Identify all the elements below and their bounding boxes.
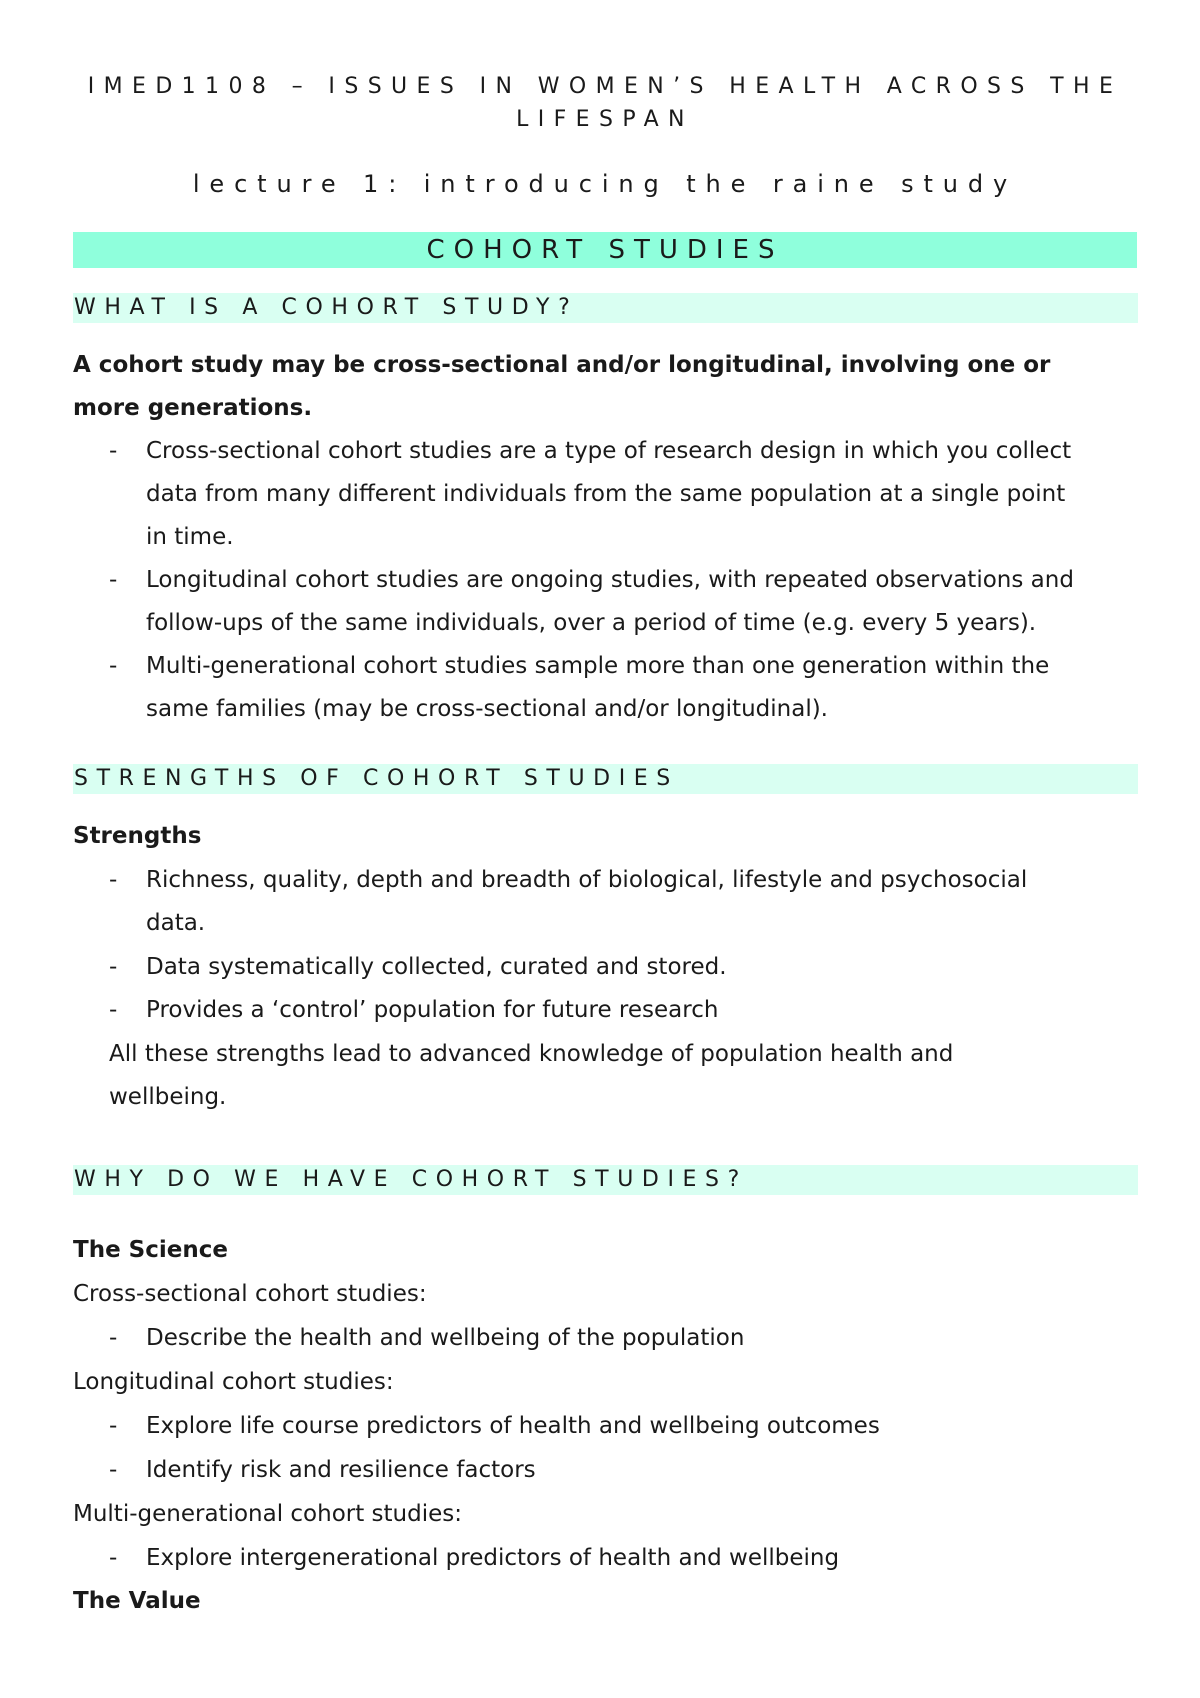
list-item-line: Explore life course predictors of health and wellbeing outcomes [146, 1413, 880, 1439]
bullet-marker: - [109, 1325, 118, 1351]
list-item-line: Provides a ‘control’ population for future research [146, 997, 719, 1023]
list-item-line: Explore intergenerational predictors of health and wellbeing [146, 1545, 840, 1571]
bullet-marker: - [109, 997, 118, 1023]
bullet-marker: - [109, 954, 118, 980]
bullet-marker: - [109, 1545, 118, 1571]
strengths-summary-line-1: All these strengths lead to advanced knowledge of population health and [109, 1041, 954, 1067]
list-item-line: Richness, quality, depth and breadth of biological, lifestyle and psychosocial [146, 867, 1028, 893]
list-item-line: Multi-generational cohort studies sample more than one generation within the [146, 653, 1050, 679]
bullet-marker: - [109, 438, 118, 464]
bullet-marker: - [109, 653, 118, 679]
course-title-line-2: LIFESPAN [516, 107, 694, 132]
list-item-line: data from many different individuals from the same population at a single point [146, 481, 1066, 507]
list-item-line: Describe the health and wellbeing of the population [146, 1325, 745, 1351]
list-item-line: in time. [146, 524, 234, 550]
list-item-line: follow-ups of the same individuals, over a period of time (e.g. every 5 years). [146, 610, 1037, 636]
course-title [73, 70, 1137, 136]
course-title-line-1: IMED1108 – ISSUES IN WOMEN’S HEALTH ACROSS THE [87, 74, 1123, 99]
cross-sectional-label: Cross-sectional cohort studies: [73, 1281, 427, 1307]
list-item-line: Data systematically collected, curated and stored. [146, 954, 727, 980]
bullet-marker: - [109, 867, 118, 893]
heading-why-do-we-have-cohort-studies: WHY DO WE HAVE COHORT STUDIES? [73, 1165, 1138, 1195]
intro-line-1: A cohort study may be cross-sectional and/or longitudinal, involving one or [73, 352, 1051, 378]
lecture-title: lecture 1: introducing the raine study [192, 170, 1018, 198]
value-label: The Value [73, 1588, 201, 1614]
heading-what-is-a-cohort-study: WHAT IS A COHORT STUDY? [73, 293, 1138, 323]
multigenerational-label: Multi-generational cohort studies: [73, 1501, 463, 1527]
heading-strengths-of-cohort-studies: STRENGTHS OF COHORT STUDIES [73, 764, 1138, 794]
science-label: The Science [73, 1237, 228, 1263]
section-heading-cohort-studies: COHORT STUDIES [73, 232, 1137, 268]
list-item-line: Longitudinal cohort studies are ongoing studies, with repeated observations and [146, 567, 1074, 593]
longitudinal-label: Longitudinal cohort studies: [73, 1369, 394, 1395]
list-item-line: data. [146, 910, 206, 936]
bullet-marker: - [109, 1457, 118, 1483]
strengths-label: Strengths [73, 823, 202, 849]
list-item-line: Cross-sectional cohort studies are a type of research design in which you collect [146, 438, 1072, 464]
list-item-line: same families (may be cross-sectional and/or longitudinal). [146, 696, 828, 722]
strengths-summary-line-2: wellbeing. [109, 1084, 227, 1110]
intro-line-2: more generations. [73, 395, 313, 421]
list-item-line: Identify risk and resilience factors [146, 1457, 536, 1483]
bullet-marker: - [109, 567, 118, 593]
bullet-marker: - [109, 1413, 118, 1439]
